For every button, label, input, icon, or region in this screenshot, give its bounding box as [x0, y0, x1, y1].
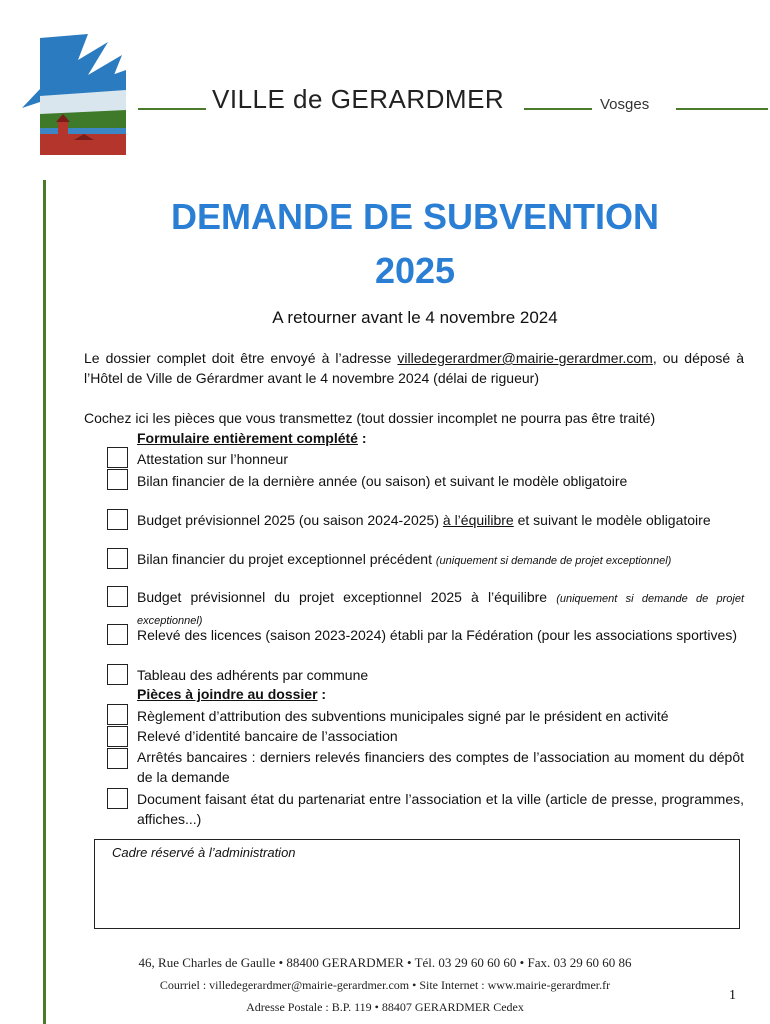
- item-budget-previsionnel: [137, 510, 744, 530]
- email-link[interactable]: villedegerardmer@mairie-gerardmer.com: [397, 350, 653, 366]
- section-pieces-suffix: :: [317, 686, 327, 702]
- checkbox-bilan-projet[interactable]: [107, 548, 128, 569]
- item-bilan-projet: [137, 549, 744, 571]
- budget-text-underlined: à l’équilibre: [442, 512, 514, 528]
- budget-text-b: et suivant le modèle obligatoire: [513, 512, 711, 528]
- budget-projet-text: Budget prévisionnel du projet exceptionnel 2025 à l’équilibre: [137, 589, 557, 605]
- section-form-heading: [137, 430, 367, 446]
- checkbox-tableau-adherents[interactable]: [107, 664, 128, 685]
- department-name: Vosges: [600, 96, 650, 113]
- checkbox-attestation[interactable]: [107, 447, 128, 468]
- margin-rule: [43, 180, 46, 1024]
- checkbox-reglement[interactable]: [107, 704, 128, 725]
- checkbox-budget-previsionnel[interactable]: [107, 509, 128, 530]
- budget-projet-note: (uniquement si demande de projet exceptionnel): [137, 593, 744, 627]
- city-logo: [18, 30, 130, 155]
- item-partenariat: Document faisant état du partenariat entre l’association et la ville (article de presse, programmes, affiches...): [137, 791, 744, 827]
- section-form-suffix: :: [357, 430, 367, 446]
- document-year: 2025: [374, 250, 456, 291]
- admin-label: Cadre réservé à l’administration: [112, 845, 296, 860]
- item-reglement: Règlement d’attribution des subventions municipales signé par le président en activité: [137, 708, 669, 724]
- item-tableau-adherents: Tableau des adhérents par commune: [137, 667, 369, 683]
- checkbox-arretes-bancaires[interactable]: [107, 748, 128, 769]
- checkbox-budget-projet[interactable]: [107, 586, 128, 607]
- footer-postal: Adresse Postale : B.P. 119 • 88407 GERARDMER Cedex: [246, 1000, 524, 1014]
- header-rule-right: [676, 108, 768, 110]
- checkbox-partenariat[interactable]: [107, 788, 128, 809]
- checkbox-releve-licences[interactable]: [107, 624, 128, 645]
- bilan-projet-text: Bilan financier du projet exceptionnel précédent: [137, 551, 436, 567]
- section-pieces-heading: [137, 686, 326, 702]
- checkbox-bilan-financier[interactable]: [107, 469, 128, 490]
- item-releve-licences: Relevé des licences (saison 2023-2024) établi par la Fédération (pour les associations sportives): [137, 627, 737, 643]
- checkbox-rib[interactable]: [107, 726, 128, 747]
- header-rule-middle: [524, 108, 592, 110]
- bilan-projet-note: (uniquement si demande de projet exceptionnel): [435, 555, 672, 567]
- item-attestation: Attestation sur l’honneur: [137, 451, 288, 467]
- page-number: 1: [729, 988, 736, 1003]
- item-bilan-financier: Bilan financier de la dernière année (ou saison) et suivant le modèle obligatoire: [137, 473, 628, 489]
- intro-prefix: Le dossier complet doit être envoyé à l’adresse: [84, 350, 398, 366]
- deadline-subtitle: A retourner avant le 4 novembre 2024: [272, 308, 558, 327]
- section-form-label: Formulaire entièrement complété: [137, 430, 358, 446]
- footer-contact: Courriel : villedegerardmer@mairie-gerardmer.com • Site Internet : www.mairie-gerardmer.fr: [159, 978, 611, 992]
- footer-address: 46, Rue Charles de Gaulle • 88400 GERARDMER • Tél. 03 29 60 60 60 • Fax. 03 29 60 60 86: [138, 955, 632, 970]
- item-arretes-bancaires: Arrêtés bancaires : derniers relevés financiers des comptes de l’association au moment du dépôt de la demande: [137, 749, 744, 785]
- document-title: DEMANDE DE SUBVENTION: [170, 196, 660, 237]
- item-rib: Relevé d’identité bancaire de l’association: [137, 728, 398, 744]
- intro-paragraph: [84, 348, 744, 388]
- instructions-text: Cochez ici les pièces que vous transmettez (tout dossier incomplet ne pourra pas être traité): [84, 410, 656, 426]
- budget-text-a: Budget prévisionnel 2025 (ou saison 2024-2025): [137, 512, 443, 528]
- header-rule-left: [138, 108, 206, 110]
- section-pieces-label: Pièces à joindre au dossier: [137, 686, 318, 702]
- intro-suffix: , ou déposé à l’Hôtel de Ville de Gérardmer avant le 4 novembre 2024 (délai de rigueur): [84, 350, 744, 386]
- city-name: VILLE de GERARDMER: [212, 84, 505, 114]
